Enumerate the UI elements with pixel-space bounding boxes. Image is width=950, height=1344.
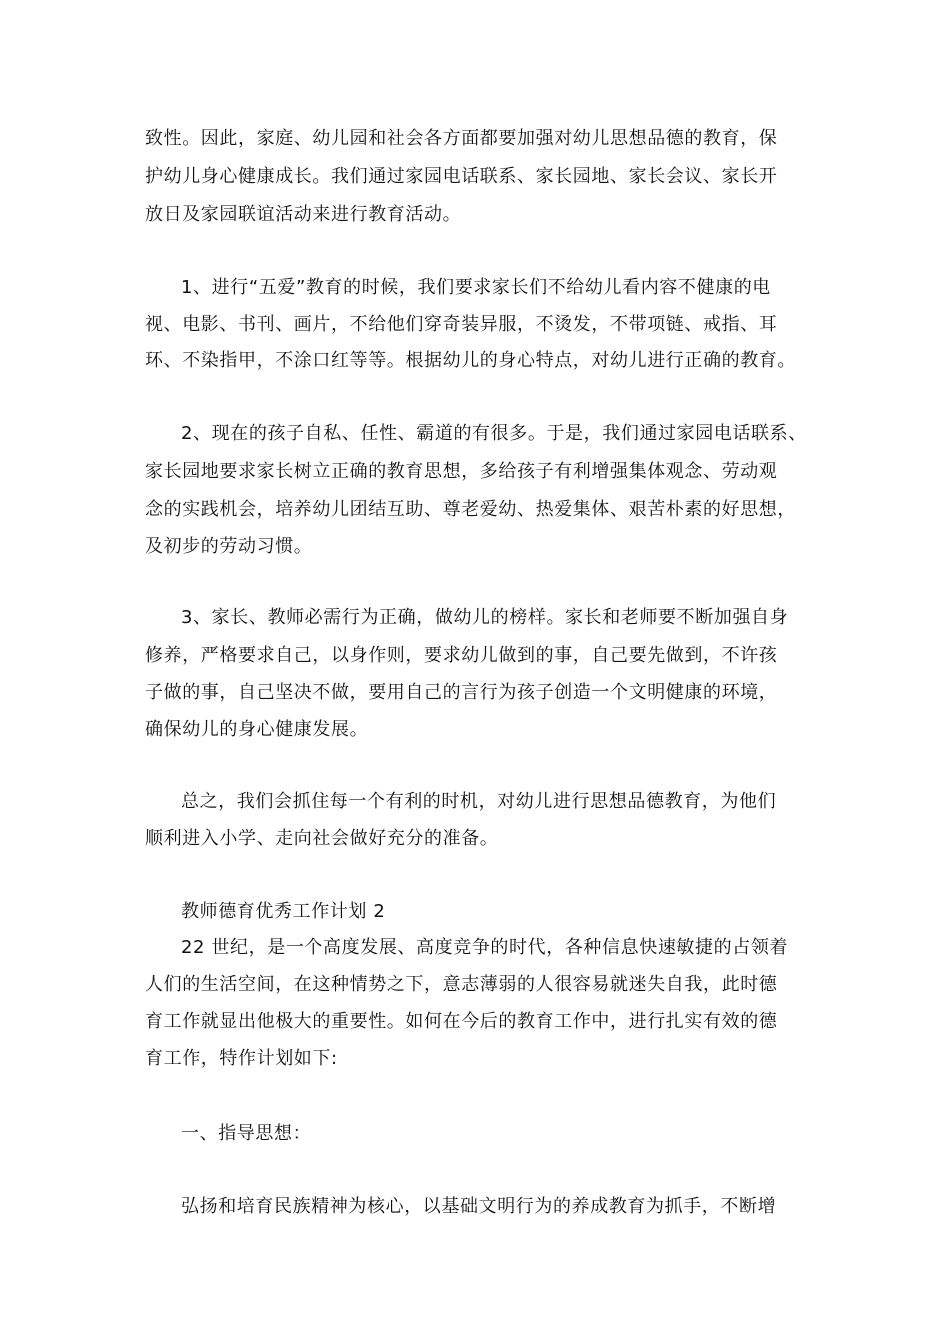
text-line: 及初步的劳动习惯。 [145,536,313,557]
text-line: 家长园地要求家长树立正确的教育思想，多给孩子有利增强集体观念、劳动观 [145,461,778,482]
text-line: 修养，严格要求自己，以身作则，要求幼儿做到的事，自己要先做到，不许孩 [145,645,778,666]
text-line: 顺利进入小学、走向社会做好充分的准备。 [145,828,499,849]
text-line: 护幼儿身心健康成长。我们通过家园电话联系、家长园地、家长会议、家长开 [145,166,778,187]
text-line: 2、现在的孩子自私、任性、霸道的有很多。于是，我们通过家园电话联系、 [181,423,807,444]
text-line: 3、家长、教师必需行为正确，做幼儿的榜样。家长和老师要不断加强自身 [181,607,789,628]
text-line: 1、进行“五爱”教育的时候，我们要求家长们不给幼儿看内容不健康的电 [181,277,771,298]
text-line: 致性。因此，家庭、幼儿园和社会各方面都要加强对幼儿思想品德的教育，保 [145,128,778,149]
text-line: 育工作就显出他极大的重要性。如何在今后的教育工作中，进行扎实有效的德 [145,1011,778,1032]
text-line: 人们的生活空间，在这种情势之下，意志薄弱的人很容易就迷失自我，此时德 [145,974,778,995]
section-heading: 一、指导思想： [181,1123,312,1144]
text-line: 22 世纪，是一个高度发展、高度竞争的时代，各种信息快速敏捷的占领着 [181,937,789,958]
text-line: 环、不染指甲，不涂口红等等。根据幼儿的身心特点，对幼儿进行正确的教育。 [145,350,796,371]
section-title: 教师德育优秀工作计划 2 [181,901,386,922]
text-line: 弘扬和培育民族精神为核心，以基础文明行为的养成教育为抓手，不断增 [181,1196,777,1217]
text-line: 子做的事，自己坚决不做，要用自己的言行为孩子创造一个文明健康的环境， [145,682,778,703]
text-line: 念的实践机会，培养幼儿团结互助、尊老爱幼、热爱集体、艰苦朴素的好思想， [145,499,796,520]
text-line: 视、电影、书刊、画片，不给他们穿奇装异服，不烫发，不带项链、戒指、耳 [145,314,778,335]
text-line: 放日及家园联谊活动来进行教育活动。 [145,204,462,225]
text-line: 确保幼儿的身心健康发展。 [145,719,369,740]
text-line: 育工作，特作计划如下: [145,1048,338,1069]
text-line: 总之，我们会抓住每一个有利的时机，对幼儿进行思想品德教育，为他们 [181,791,777,812]
